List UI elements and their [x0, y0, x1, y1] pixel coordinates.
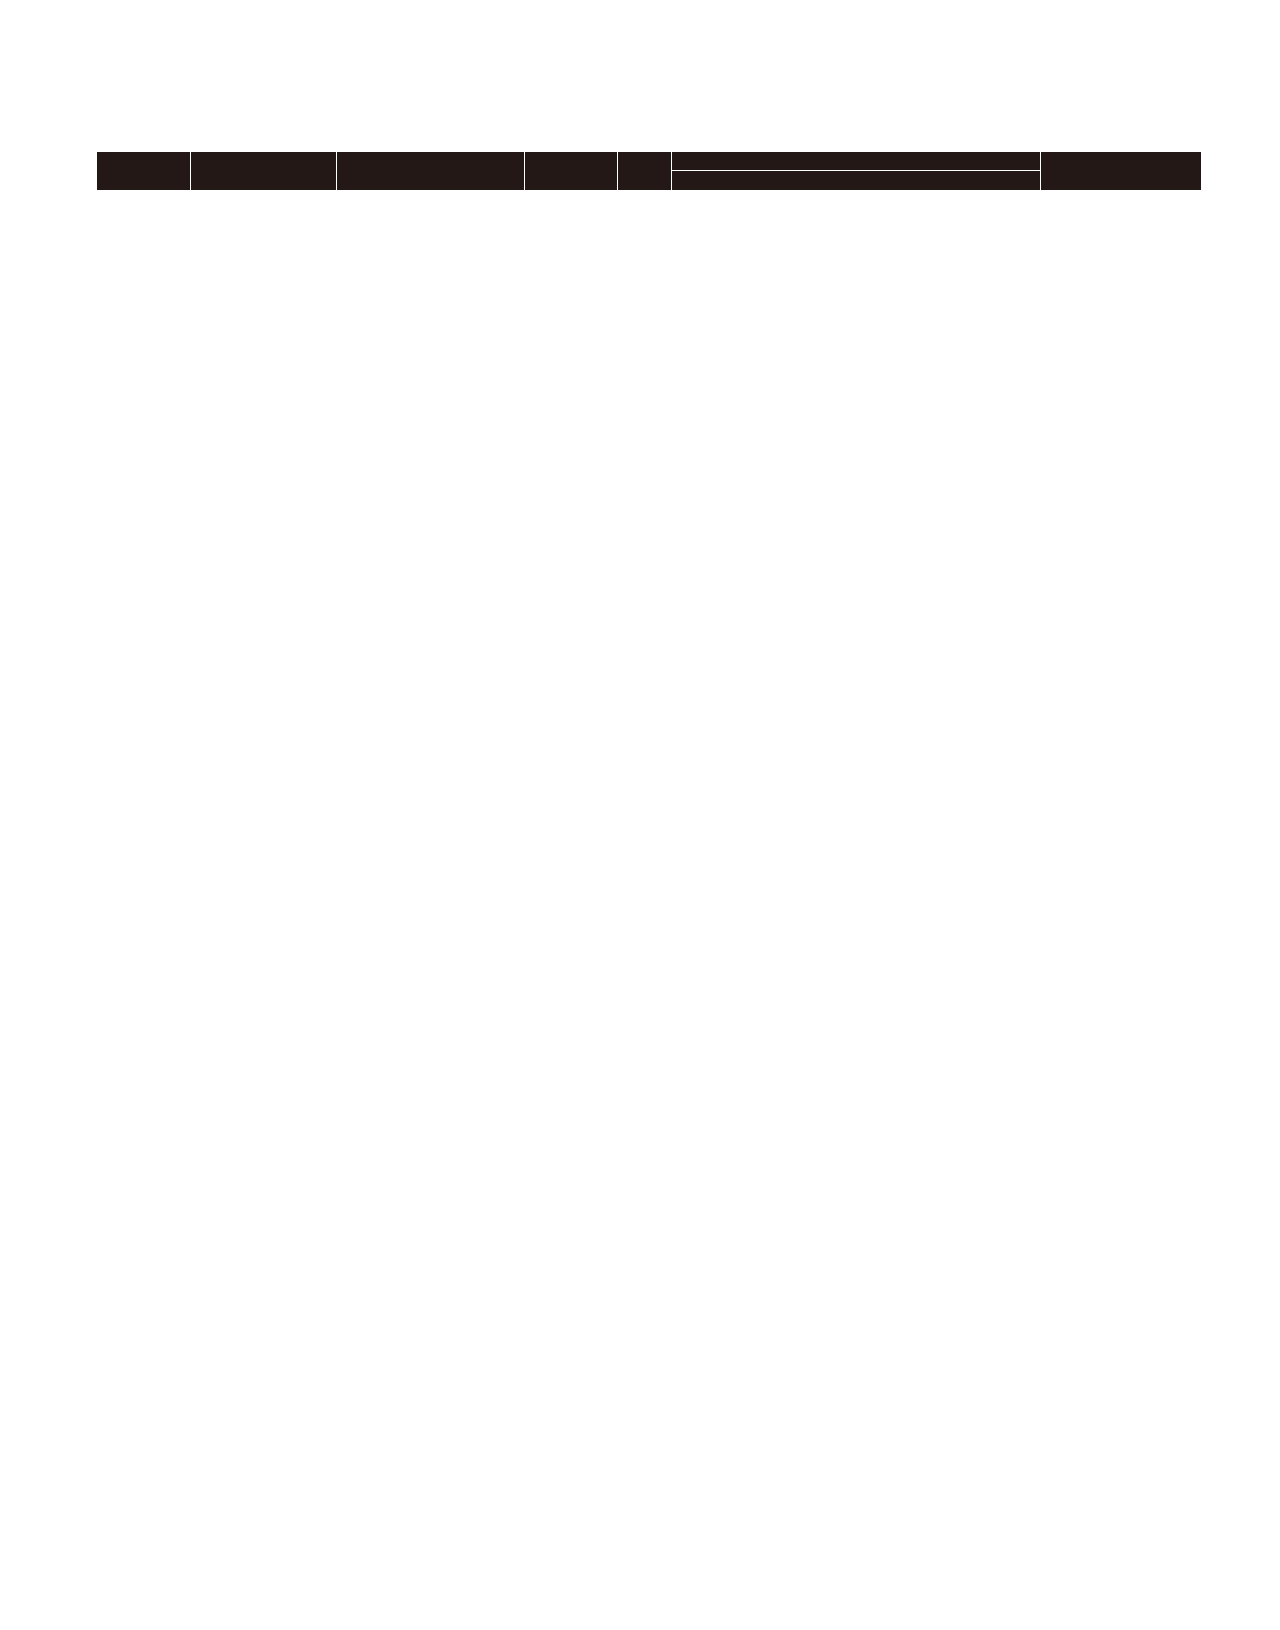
header-color [671, 152, 1040, 190]
header-page [617, 152, 671, 190]
header-feature [1040, 152, 1201, 190]
table-header [97, 152, 1201, 190]
header-price [524, 152, 617, 190]
header-material [336, 152, 524, 190]
header-code-name [190, 152, 336, 190]
